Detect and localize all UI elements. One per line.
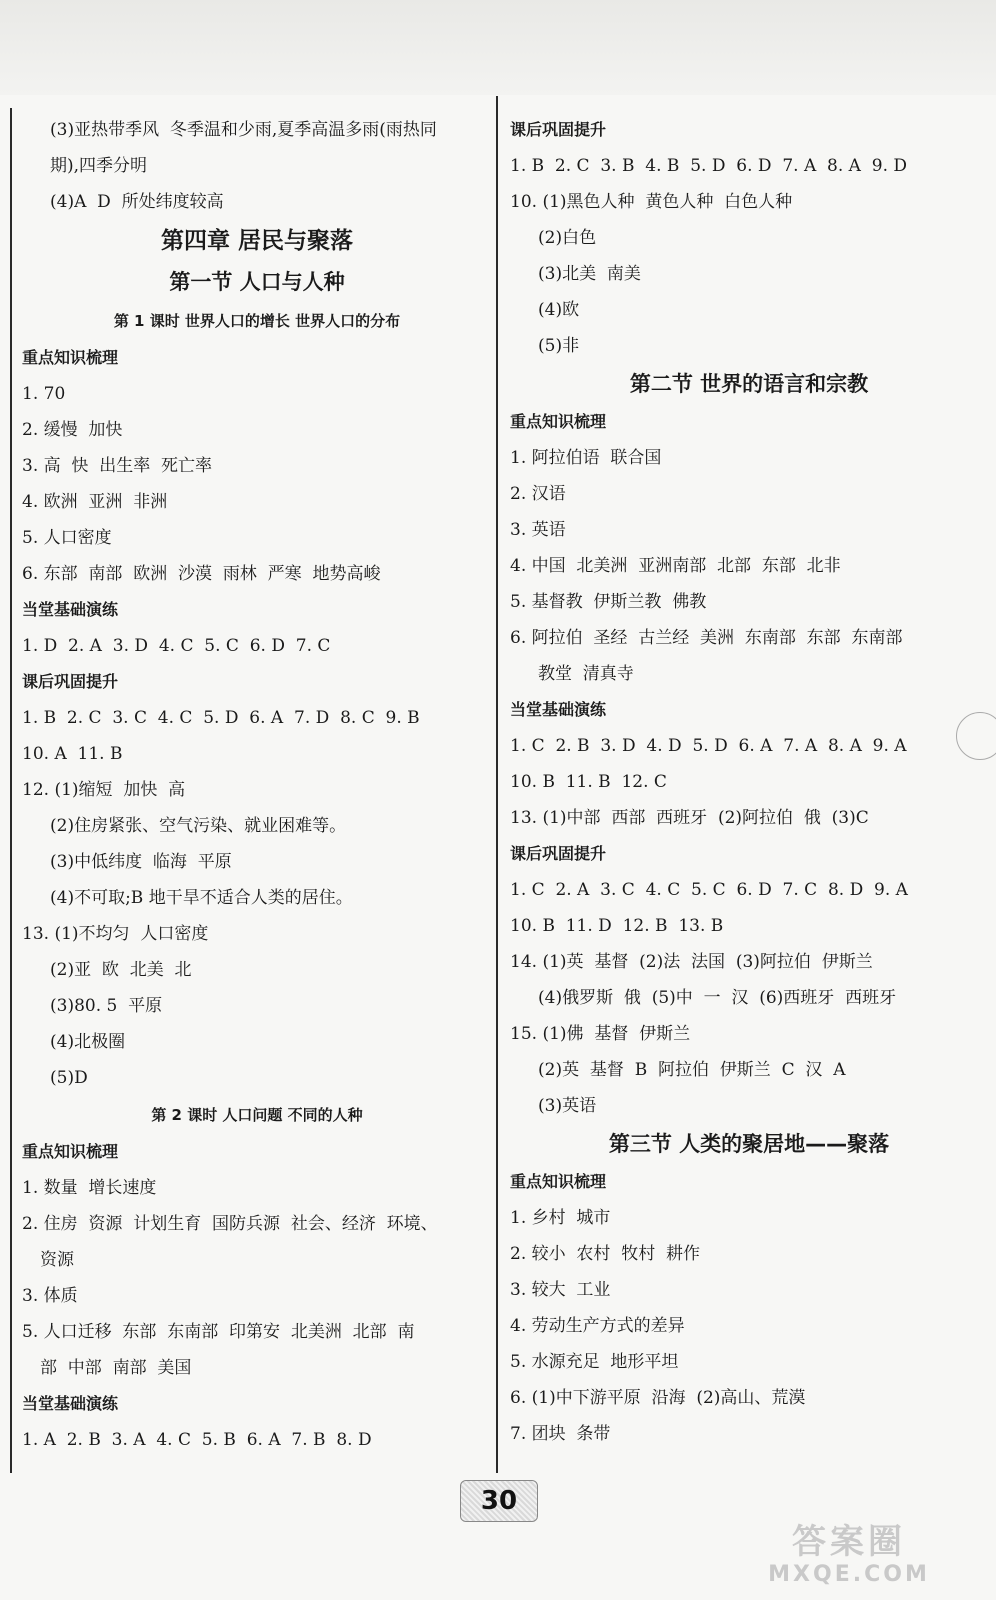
answer-line: (3)中低纬度 临海 平原 bbox=[50, 852, 232, 872]
answer-line: 1. 阿拉伯语 联合国 bbox=[510, 448, 662, 468]
column-divider bbox=[496, 96, 498, 1473]
answer-line: 2. 汉语 bbox=[510, 484, 566, 504]
answer-line: 10. (1)黑色人种 黄色人种 白色人种 bbox=[510, 192, 793, 212]
answer-line: 1. C 2. A 3. C 4. C 5. C 6. D 7. C 8. D 9. A bbox=[510, 880, 908, 900]
answer-line: 5. 基督教 伊斯兰教 佛教 bbox=[510, 592, 707, 612]
watermark-url: MXQE.COM bbox=[768, 1562, 930, 1587]
right-column bbox=[510, 112, 988, 1452]
answer-line: (4)不可取;B 地干旱不适合人类的居住。 bbox=[50, 888, 353, 908]
answer-line: 资源 bbox=[40, 1250, 74, 1270]
chapter-title: 第四章 居民与聚落 bbox=[160, 228, 353, 254]
answer-line: 1. A 2. B 3. A 4. C 5. B 6. A 7. B 8. D bbox=[22, 1430, 372, 1450]
section-heading: 当堂基础演练 bbox=[510, 700, 607, 719]
answer-line: (5)D bbox=[50, 1068, 88, 1088]
answer-line: 10. B 11. B 12. C bbox=[510, 772, 667, 792]
lesson-title: 第 1 课时 世界人口的增长 世界人口的分布 bbox=[113, 312, 401, 330]
section-heading: 课后巩固提升 bbox=[510, 844, 607, 863]
stamp-mark bbox=[956, 712, 996, 760]
answer-line: (2)英 基督 B 阿拉伯 伊斯兰 C 汉 A bbox=[538, 1060, 846, 1080]
answer-line: 6. 东部 南部 欧洲 沙漠 雨林 严寒 地势高峻 bbox=[22, 564, 381, 584]
answer-line: 4. 中国 北美洲 亚洲南部 北部 东部 北非 bbox=[510, 556, 841, 576]
lesson-title: 第 2 课时 人口问题 不同的人种 bbox=[151, 1106, 363, 1124]
answer-line: 14. (1)英 基督 (2)法 法国 (3)阿拉伯 伊斯兰 bbox=[510, 952, 873, 972]
answer-line: 3. 英语 bbox=[510, 520, 566, 540]
answer-line: (5)非 bbox=[538, 336, 580, 356]
answer-line: (3)英语 bbox=[538, 1096, 597, 1116]
answer-line: 1. 70 bbox=[22, 384, 66, 404]
section-heading: 当堂基础演练 bbox=[22, 600, 119, 619]
section-heading: 当堂基础演练 bbox=[22, 1394, 119, 1413]
section-title: 第二节 世界的语言和宗教 bbox=[629, 372, 869, 396]
left-margin-rule bbox=[10, 108, 12, 1473]
answer-line: 1. B 2. C 3. C 4. C 5. D 6. A 7. D 8. C 9. B bbox=[22, 708, 420, 728]
answer-line: (3)80. 5 平原 bbox=[50, 996, 163, 1016]
left-column bbox=[22, 112, 492, 1458]
answer-line: 10. A 11. B bbox=[22, 744, 123, 764]
answer-line: (2)亚 欧 北美 北 bbox=[50, 960, 192, 980]
section-title: 第三节 人类的聚居地——聚落 bbox=[608, 1132, 890, 1156]
answer-line: 6. 阿拉伯 圣经 古兰经 美洲 东南部 东部 东南部 bbox=[510, 628, 903, 648]
answer-line: (2)白色 bbox=[538, 228, 597, 248]
answer-line: (3)北美 南美 bbox=[538, 264, 641, 284]
answer-line: 1. B 2. C 3. B 4. B 5. D 6. D 7. A 8. A 9. D bbox=[510, 156, 908, 176]
watermark bbox=[724, 1522, 974, 1592]
answer-line: (2)住房紧张、空气污染、就业困难等。 bbox=[50, 816, 347, 836]
answer-line: 10. B 11. D 12. B 13. B bbox=[510, 916, 724, 936]
answer-line: 4. 劳动生产方式的差异 bbox=[510, 1316, 685, 1336]
answer-line: 期),四季分明 bbox=[50, 156, 148, 176]
answer-line: 3. 高 快 出生率 死亡率 bbox=[22, 456, 213, 476]
answer-line: (4)A D 所处纬度较高 bbox=[50, 192, 224, 212]
answer-line: 1. 数量 增长速度 bbox=[22, 1178, 157, 1198]
watermark-logo: 答案圈 bbox=[792, 1522, 906, 1562]
answer-line: 2. 住房 资源 计划生育 国防兵源 社会、经济 环境、 bbox=[22, 1214, 438, 1234]
answer-line: 5. 水源充足 地形平坦 bbox=[510, 1352, 679, 1372]
answer-line: 4. 欧洲 亚洲 非洲 bbox=[22, 492, 168, 512]
answer-line: (3)亚热带季风 冬季温和少雨,夏季高温多雨(雨热同 bbox=[50, 120, 437, 140]
section-title: 第一节 人口与人种 bbox=[169, 270, 345, 294]
answer-line: (4)俄罗斯 俄 (5)中 一 汉 (6)西班牙 西班牙 bbox=[538, 988, 897, 1008]
answer-line: 5. 人口迁移 东部 东南部 印第安 北美洲 北部 南 bbox=[22, 1322, 415, 1342]
section-heading: 课后巩固提升 bbox=[510, 120, 607, 139]
answer-line: 13. (1)不均匀 人口密度 bbox=[22, 924, 209, 944]
page-number: 30 bbox=[460, 1480, 538, 1522]
answer-line: 6. (1)中下游平原 沿海 (2)高山、荒漠 bbox=[510, 1388, 806, 1408]
scan-top-band bbox=[0, 0, 996, 95]
answer-line: 5. 人口密度 bbox=[22, 528, 112, 548]
answer-line: 教堂 清真寺 bbox=[538, 664, 634, 684]
answer-line: 2. 较小 农村 牧村 耕作 bbox=[510, 1244, 701, 1264]
answer-line: 1. C 2. B 3. D 4. D 5. D 6. A 7. A 8. A 9. A bbox=[510, 736, 907, 756]
section-heading: 重点知识梳理 bbox=[510, 1172, 607, 1191]
answer-line: 部 中部 南部 美国 bbox=[40, 1358, 192, 1378]
answer-line: (4)欧 bbox=[538, 300, 580, 320]
answer-line: 7. 团块 条带 bbox=[510, 1424, 611, 1444]
answer-line: (4)北极圈 bbox=[50, 1032, 126, 1052]
section-heading: 重点知识梳理 bbox=[22, 348, 119, 367]
section-heading: 重点知识梳理 bbox=[510, 412, 607, 431]
answer-line: 15. (1)佛 基督 伊斯兰 bbox=[510, 1024, 691, 1044]
answer-line: 2. 缓慢 加快 bbox=[22, 420, 123, 440]
answer-line: 13. (1)中部 西部 西班牙 (2)阿拉伯 俄 (3)C bbox=[510, 808, 869, 828]
section-heading: 重点知识梳理 bbox=[22, 1142, 119, 1161]
answer-line: 1. 乡村 城市 bbox=[510, 1208, 611, 1228]
answer-line: 12. (1)缩短 加快 高 bbox=[22, 780, 186, 800]
section-heading: 课后巩固提升 bbox=[22, 672, 119, 691]
answer-line: 1. D 2. A 3. D 4. C 5. C 6. D 7. C bbox=[22, 636, 331, 656]
answer-line: 3. 较大 工业 bbox=[510, 1280, 611, 1300]
answer-line: 3. 体质 bbox=[22, 1286, 78, 1306]
